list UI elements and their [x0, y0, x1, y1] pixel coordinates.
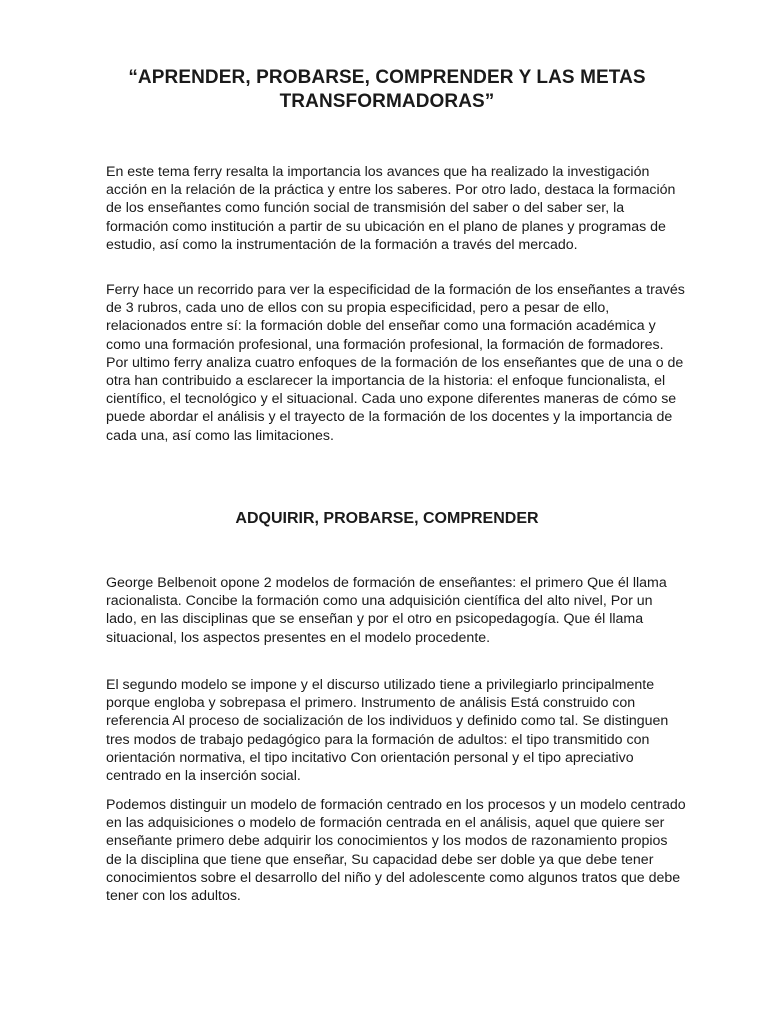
- paragraph: Ferry hace un recorrido para ver la especificidad de la formación de los enseñantes a través de 3 rubros, cada uno de ellos con su propia especificidad, pero a pesar de ello, relacionados entre sí: la formación doble del enseñar como una formación académica y como una formación profesional, una formación profesional, la formación de formadores. Por ultimo ferry analiza cuatro enfoques de la formación de los enseñantes que de una o de otra han contribuido a esclarecer la importancia de la historia: el enfoque funcionalista, el científico, el tecnológico y el situacional. Cada uno expone diferentes maneras de cómo se puede abordar el análisis y el trayecto de la formación de los docentes y la importancia de cada una, así como las limitaciones.: [106, 282, 685, 444]
- section-title: ADQUIRIR, PROBARSE, COMPRENDER: [235, 510, 539, 527]
- document-title: “APRENDER, PROBARSE, COMPRENDER Y LAS METAS TRANSFORMADORAS”: [128, 67, 646, 112]
- paragraph: El segundo modelo se impone y el discurso utilizado tiene a privilegiarlo principalmente porque engloba y sobrepasa el primero. Instrumento de análisis Está construido con referencia Al proceso de socialización de los individuos y definido como tal. Se distinguen tres modos de trabajo pedagógico para la formación de adultos: el tipo transmitido con orientación normativa, el tipo incitativo Con orientación personal y el tipo apreciativo centrado en la inserción social.: [106, 677, 669, 785]
- paragraph: En este tema ferry resalta la importancia los avances que ha realizado la investigación acción en la relación de la práctica y entre los saberes. Por otro lado, destaca la formación de los enseñantes como función social de transmisión del saber o del saber ser, la formación como institución a partir de su ubicación en el plano de planes y programas de estudio, así como la instrumentación de la formación a través del mercado.: [106, 164, 676, 253]
- paragraph: George Belbenoit opone 2 modelos de formación de enseñantes: el primero Que él llama racionalista. Concibe la formación como una adquisición científica del alto nivel, Por un lado, en las disciplinas que se enseñan y por el otro en psicopedagogía. Que él llama situacional, los aspectos presentes en el modelo procedente.: [106, 575, 667, 646]
- paragraph: Podemos distinguir un modelo de formación centrado en los procesos y un modelo centrado en las adquisiciones o modelo de formación centrada en el análisis, aquel que quiere ser enseñante primero debe adquirir los conocimientos y los modos de razonamiento propios de la disciplina que tiene que enseñar, Su capacidad debe ser doble ya que debe tener conocimientos sobre el desarrollo del niño y del adolescente como algunos tratos que debe tener con los adultos.: [106, 797, 686, 905]
